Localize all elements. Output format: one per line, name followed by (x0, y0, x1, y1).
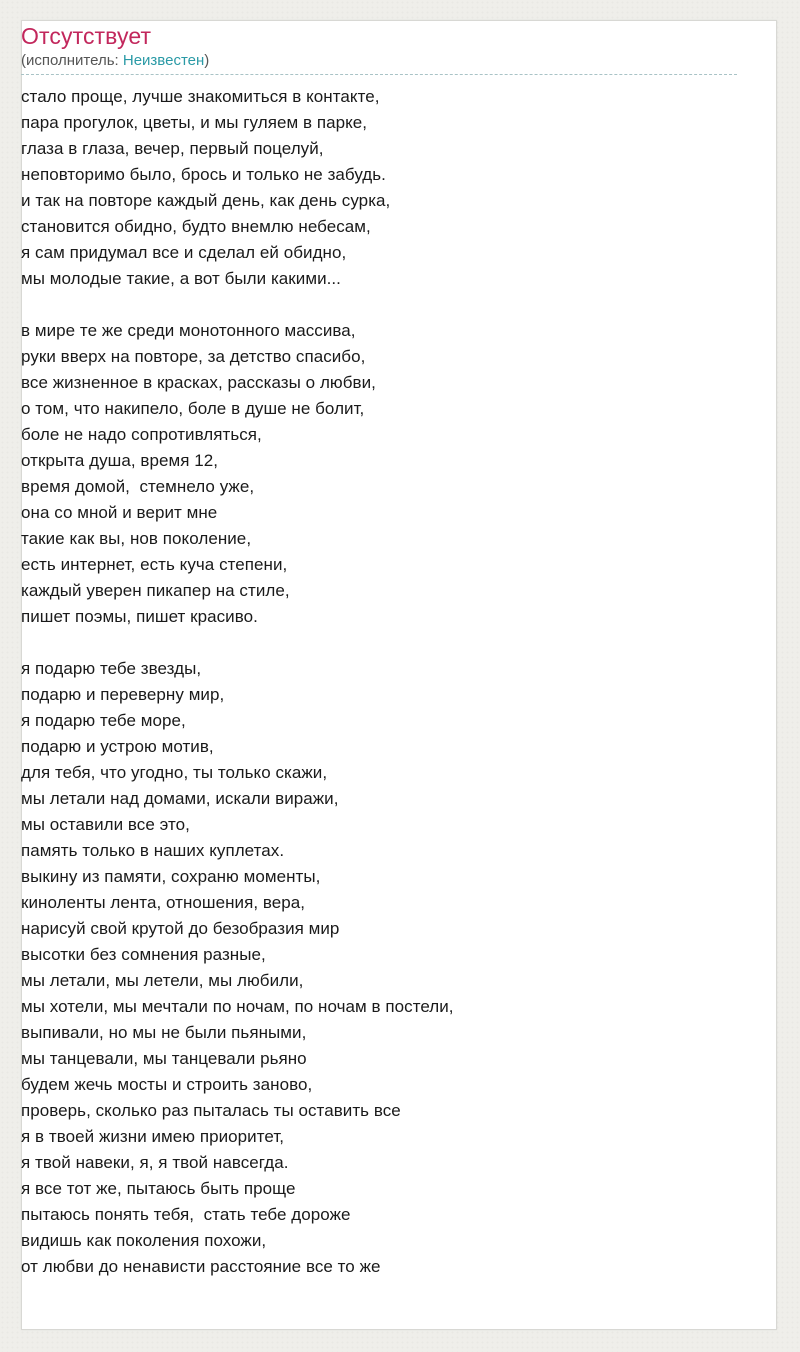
lyric-line: боле не надо сопротивляться, (21, 425, 262, 444)
artist-link[interactable]: Неизвестен (122, 52, 205, 69)
lyric-line: мы летали над домами, искали виражи, (21, 789, 339, 808)
artist-prefix: (исполнитель: (21, 52, 123, 69)
lyric-line: становится обидно, будто внемлю небесам, (21, 217, 371, 236)
lyric-line: в мире те же среди монотонного массива, (21, 321, 356, 340)
lyric-line: я подарю тебе море, (21, 711, 186, 730)
lyric-line: выпивали, но мы не были пьяными, (21, 1023, 307, 1042)
lyric-line: я сам придумал все и сделал ей обидно, (21, 243, 347, 262)
lyric-line: каждый уверен пикапер на стиле, (21, 581, 290, 600)
lyric-line: подарю и устрою мотив, (21, 737, 214, 756)
lyric-line: видишь как поколения похожи, (21, 1231, 267, 1250)
lyric-line: я в твоей жизни имею приоритет, (21, 1127, 285, 1146)
lyric-line: такие как вы, нов поколение, (21, 529, 252, 548)
lyric-line: подарю и переверну мир, (21, 685, 225, 704)
lyric-line: я твой навеки, я, я твой навсегда. (21, 1153, 289, 1172)
song-header (21, 22, 737, 75)
lyric-line: пишет поэмы, пишет красиво. (21, 607, 258, 626)
lyric-line: есть интернет, есть куча степени, (21, 555, 288, 574)
lyric-line: она со мной и верит мне (21, 503, 218, 522)
lyric-line: от любви до ненависти расстояние все то же (21, 1257, 381, 1276)
lyric-line: глаза в глаза, вечер, первый поцелуй, (21, 139, 324, 158)
lyric-line: киноленты лента, отношения, вера, (21, 893, 306, 912)
lyric-line: будем жечь мосты и строить заново, (21, 1075, 313, 1094)
lyric-line: пытаюсь понять тебя, стать тебе дороже (21, 1205, 351, 1224)
lyric-line: мы оставили все это, (21, 815, 190, 834)
lyric-line: проверь, сколько раз пыталась ты оставить все (21, 1101, 401, 1120)
song-title: Отсутствует (21, 23, 152, 49)
artist-line (21, 50, 737, 72)
lyric-line: я подарю тебе звезды, (21, 659, 202, 678)
lyric-line: мы молодые такие, а вот были какими... (21, 269, 341, 288)
lyric-line: о том, что накипело, боле в душе не болит, (21, 399, 365, 418)
lyric-line: нарисуй свой крутой до безобразия мир (21, 919, 340, 938)
lyric-line: руки вверх на повторе, за детство спасибо, (21, 347, 366, 366)
lyric-line: время домой, стемнело уже, (21, 477, 255, 496)
lyric-line: открыта душа, время 12, (21, 451, 219, 470)
artist-suffix: ) (204, 52, 210, 69)
lyric-line: мы хотели, мы мечтали по ночам, по ночам в постели, (21, 997, 454, 1016)
lyric-line: мы летали, мы летели, мы любили, (21, 971, 304, 990)
lyric-line: высотки без сомнения разные, (21, 945, 266, 964)
lyrics-body (21, 84, 737, 1280)
lyric-line: и так на повторе каждый день, как день сурка, (21, 191, 391, 210)
lyric-line: память только в наших куплетах. (21, 841, 285, 860)
lyric-line: для тебя, что угодно, ты только скажи, (21, 763, 328, 782)
lyric-line: стало проще, лучше знакомиться в контакте, (21, 87, 380, 106)
lyric-line: мы танцевали, мы танцевали рьяно (21, 1049, 307, 1068)
stanza-gap (21, 630, 737, 656)
lyric-line: пара прогулок, цветы, и мы гуляем в парке, (21, 113, 368, 132)
lyric-line: все жизненное в красках, рассказы о любви, (21, 373, 376, 392)
lyric-line: выкину из памяти, сохраню моменты, (21, 867, 321, 886)
lyric-line: я все тот же, пытаюсь быть проще (21, 1179, 296, 1198)
stanza-gap (21, 292, 737, 318)
lyric-line: неповторимо было, брось и только не забудь. (21, 165, 386, 184)
